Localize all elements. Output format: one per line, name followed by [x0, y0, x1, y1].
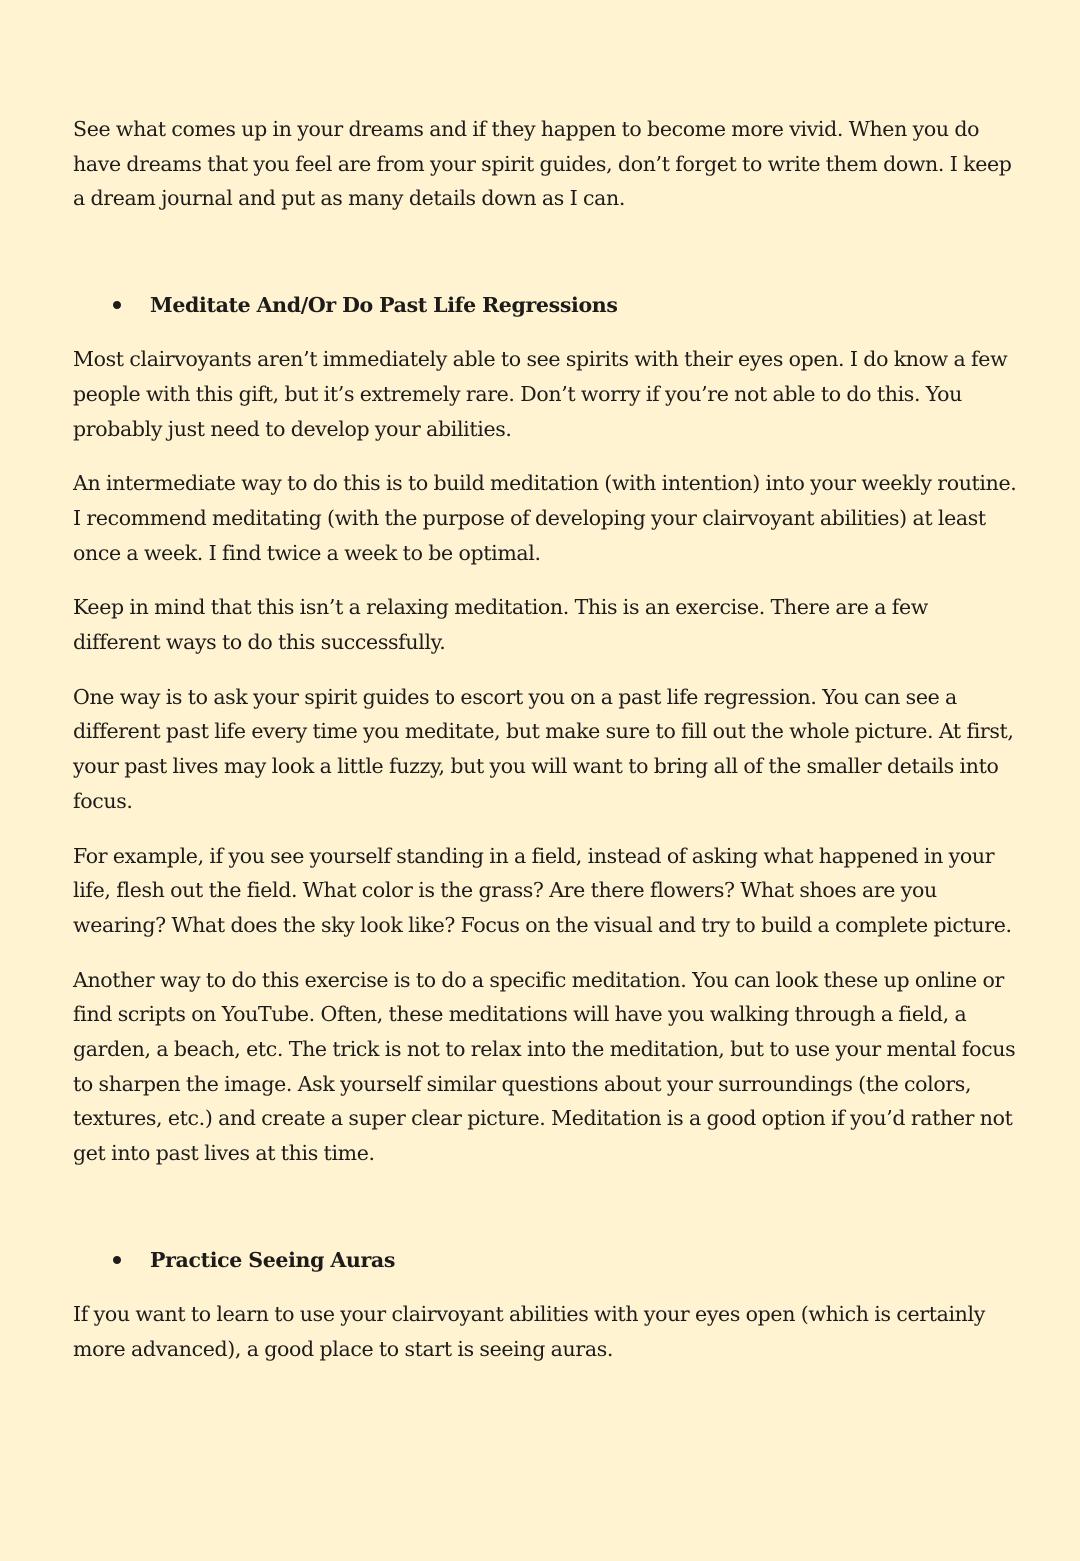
- section-heading-auras: [73, 1243, 1018, 1277]
- intro-paragraph: See what comes up in your dreams and if they happen to become more vivid. When you do have dreams that you feel are from your spirit guides, don’t forget to write them down. I keep a dream journal and put as many details down as I can.: [73, 117, 1012, 211]
- bullet-icon: [113, 301, 121, 309]
- section-heading-text: Meditate And/Or Do Past Life Regressions: [150, 293, 618, 318]
- paragraph: For example, if you see yourself standing in a field, instead of asking what happened in your life, flesh out the field. What color is the grass? Are there flowers? What shoes are you wearing? What does the sky look like? Focus on the visual and try to build a complete picture.: [73, 843, 1012, 937]
- paragraph: Keep in mind that this isn’t a relaxing meditation. This is an exercise. There are a few different ways to do this successfully.: [73, 595, 928, 655]
- bullet-icon: [113, 1256, 121, 1264]
- paragraph: Most clairvoyants aren’t immediately able to see spirits with their eyes open. I do know a few people with this gift, but it’s extremely rare. Don’t worry if you’re not able to do this. You probably just need to develop your abilities.: [73, 347, 1008, 441]
- paragraph: One way is to ask your spirit guides to escort you on a past life regression. You can see a different past life every time you meditate, but make sure to fill out the whole picture. At first, your past lives may look a little fuzzy, but you will want to bring all of the smaller details into focus.: [73, 684, 1014, 813]
- paragraph: An intermediate way to do this is to build meditation (with intention) into your weekly routine. I recommend meditating (with the purpose of developing your clairvoyant abilities) at least once a week. I find twice a week to be optimal.: [73, 471, 1017, 565]
- section-heading-meditate: [73, 288, 1018, 322]
- paragraph: Another way to do this exercise is to do a specific meditation. You can look these up online or find scripts on YouTube. Often, these meditations will have you walking through a field, a garden, a beach, etc. The trick is not to relax into the meditation, but to use your mental focus to sharpen the image. Ask yourself similar questions about your surroundings (the colors, textures, etc.) and create a super clear picture. Meditation is a good option if you’d rather not get into past lives at this time.: [73, 967, 1016, 1166]
- article-body: [73, 112, 1018, 1386]
- section-heading-text: Practice Seeing Auras: [150, 1247, 396, 1272]
- paragraph: If you want to learn to use your clairvoyant abilities with your eyes open (which is certainly more advanced), a good place to start is seeing auras.: [73, 1301, 985, 1361]
